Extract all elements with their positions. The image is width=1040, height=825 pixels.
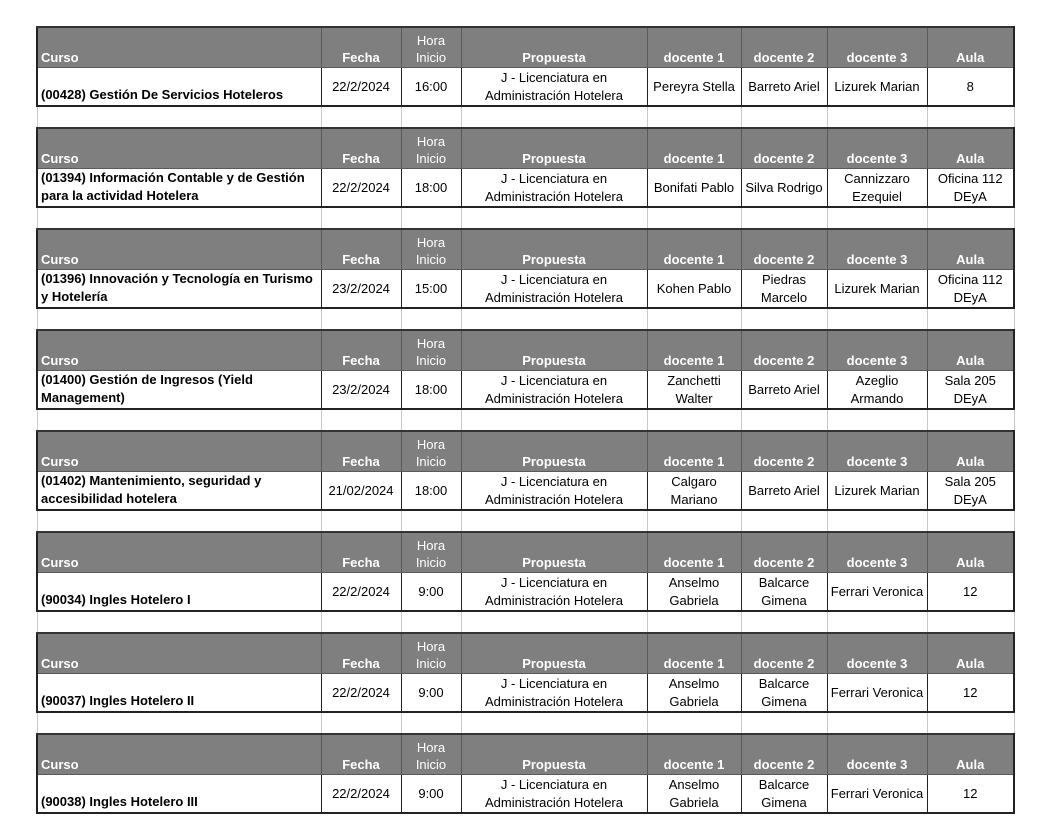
cell-fecha: 23/2/2024 xyxy=(321,270,401,309)
spacer-cell xyxy=(827,106,927,128)
header-hora: Hora Inicio xyxy=(401,229,461,270)
table-row xyxy=(37,472,1014,511)
spacer-cell xyxy=(647,308,741,330)
header-curso: Curso xyxy=(37,330,321,371)
spacer-cell xyxy=(321,510,401,532)
spacer-cell xyxy=(461,510,647,532)
header-row xyxy=(37,633,1014,674)
table-row xyxy=(37,775,1014,814)
spacer-cell xyxy=(927,207,1014,229)
spacer-cell xyxy=(401,106,461,128)
header-docente3: docente 3 xyxy=(827,128,927,169)
cell-docente2: Balcarce Gimena xyxy=(741,775,827,814)
spacer-cell xyxy=(37,611,321,633)
header-fecha: Fecha xyxy=(321,27,401,68)
spacer-cell xyxy=(741,106,827,128)
header-docente1: docente 1 xyxy=(647,734,741,775)
cell-propuesta: J - Licenciatura en Administración Hotelera xyxy=(461,472,647,511)
header-curso: Curso xyxy=(37,128,321,169)
header-docente2: docente 2 xyxy=(741,633,827,674)
spacer-cell xyxy=(927,409,1014,431)
header-curso: Curso xyxy=(37,431,321,472)
cell-curso: (90037) Ingles Hotelero II xyxy=(37,674,321,713)
header-row xyxy=(37,330,1014,371)
header-row xyxy=(37,229,1014,270)
cell-docente1: Pereyra Stella xyxy=(647,68,741,107)
header-docente2: docente 2 xyxy=(741,532,827,573)
spacer-cell xyxy=(741,712,827,734)
spacer-row xyxy=(37,409,1014,431)
cell-curso: (01400) Gestión de Ingresos (Yield Management) xyxy=(37,371,321,410)
header-docente1: docente 1 xyxy=(647,229,741,270)
spacer-cell xyxy=(827,308,927,330)
header-docente3: docente 3 xyxy=(827,330,927,371)
cell-fecha: 22/2/2024 xyxy=(321,573,401,612)
cell-hora: 9:00 xyxy=(401,573,461,612)
spacer-cell xyxy=(321,207,401,229)
header-aula: Aula xyxy=(927,330,1014,371)
spacer-cell xyxy=(321,106,401,128)
header-propuesta: Propuesta xyxy=(461,229,647,270)
cell-fecha: 21/02/2024 xyxy=(321,472,401,511)
header-docente1: docente 1 xyxy=(647,431,741,472)
spacer-row xyxy=(37,611,1014,633)
header-docente2: docente 2 xyxy=(741,734,827,775)
cell-docente1: Anselmo Gabriela xyxy=(647,674,741,713)
header-fecha: Fecha xyxy=(321,734,401,775)
spacer-cell xyxy=(647,207,741,229)
cell-docente3: Lizurek Marian xyxy=(827,270,927,309)
spacer-cell xyxy=(401,308,461,330)
header-aula: Aula xyxy=(927,128,1014,169)
cell-curso: (00428) Gestión De Servicios Hoteleros xyxy=(37,68,321,107)
header-fecha: Fecha xyxy=(321,633,401,674)
spacer-cell xyxy=(927,510,1014,532)
spacer-row xyxy=(37,106,1014,128)
schedule-document xyxy=(36,26,1013,814)
cell-hora: 18:00 xyxy=(401,472,461,511)
cell-docente2: Barreto Ariel xyxy=(741,68,827,107)
spacer-cell xyxy=(321,308,401,330)
spacer-cell xyxy=(927,712,1014,734)
cell-docente1: Bonifati Pablo xyxy=(647,169,741,208)
exam-schedule-table xyxy=(36,26,1015,814)
cell-hora: 18:00 xyxy=(401,371,461,410)
header-row xyxy=(37,431,1014,472)
cell-docente3: Ferrari Veronica xyxy=(827,674,927,713)
header-row xyxy=(37,734,1014,775)
cell-propuesta: J - Licenciatura en Administración Hotelera xyxy=(461,169,647,208)
cell-aula: Sala 205 DEyA xyxy=(927,472,1014,511)
cell-fecha: 22/2/2024 xyxy=(321,68,401,107)
header-aula: Aula xyxy=(927,633,1014,674)
header-fecha: Fecha xyxy=(321,532,401,573)
cell-docente3: Ferrari Veronica xyxy=(827,573,927,612)
cell-propuesta: J - Licenciatura en Administración Hotelera xyxy=(461,775,647,814)
cell-aula: 12 xyxy=(927,775,1014,814)
header-curso: Curso xyxy=(37,532,321,573)
header-aula: Aula xyxy=(927,229,1014,270)
spacer-cell xyxy=(37,106,321,128)
table-row xyxy=(37,169,1014,208)
cell-propuesta: J - Licenciatura en Administración Hotelera xyxy=(461,573,647,612)
spacer-cell xyxy=(927,611,1014,633)
cell-docente3: Ferrari Veronica xyxy=(827,775,927,814)
spacer-cell xyxy=(827,611,927,633)
spacer-cell xyxy=(647,409,741,431)
spacer-cell xyxy=(37,409,321,431)
spacer-cell xyxy=(461,712,647,734)
spacer-cell xyxy=(401,510,461,532)
cell-hora: 9:00 xyxy=(401,674,461,713)
spacer-cell xyxy=(37,712,321,734)
cell-propuesta: J - Licenciatura en Administración Hotelera xyxy=(461,674,647,713)
spacer-cell xyxy=(827,712,927,734)
header-docente2: docente 2 xyxy=(741,330,827,371)
header-docente1: docente 1 xyxy=(647,330,741,371)
cell-aula: 8 xyxy=(927,68,1014,107)
header-docente1: docente 1 xyxy=(647,128,741,169)
header-hora: Hora Inicio xyxy=(401,431,461,472)
cell-aula: Oficina 112 DEyA xyxy=(927,270,1014,309)
cell-fecha: 22/2/2024 xyxy=(321,674,401,713)
header-curso: Curso xyxy=(37,229,321,270)
cell-propuesta: J - Licenciatura en Administración Hotelera xyxy=(461,68,647,107)
spacer-cell xyxy=(461,409,647,431)
spacer-cell xyxy=(647,510,741,532)
cell-docente3: Lizurek Marian xyxy=(827,68,927,107)
spacer-cell xyxy=(401,712,461,734)
header-hora: Hora Inicio xyxy=(401,633,461,674)
header-aula: Aula xyxy=(927,734,1014,775)
spacer-cell xyxy=(927,106,1014,128)
cell-docente1: Calgaro Mariano xyxy=(647,472,741,511)
spacer-row xyxy=(37,712,1014,734)
cell-fecha: 22/2/2024 xyxy=(321,169,401,208)
header-docente2: docente 2 xyxy=(741,128,827,169)
cell-hora: 9:00 xyxy=(401,775,461,814)
spacer-cell xyxy=(827,409,927,431)
cell-fecha: 23/2/2024 xyxy=(321,371,401,410)
cell-docente2: Balcarce Gimena xyxy=(741,674,827,713)
header-propuesta: Propuesta xyxy=(461,27,647,68)
header-curso: Curso xyxy=(37,27,321,68)
spacer-cell xyxy=(461,106,647,128)
header-fecha: Fecha xyxy=(321,229,401,270)
header-hora: Hora Inicio xyxy=(401,27,461,68)
cell-hora: 15:00 xyxy=(401,270,461,309)
cell-hora: 18:00 xyxy=(401,169,461,208)
header-propuesta: Propuesta xyxy=(461,734,647,775)
header-aula: Aula xyxy=(927,532,1014,573)
header-row xyxy=(37,27,1014,68)
cell-curso: (01394) Información Contable y de Gestión para la actividad Hotelera xyxy=(37,169,321,208)
header-propuesta: Propuesta xyxy=(461,532,647,573)
cell-docente2: Barreto Ariel xyxy=(741,371,827,410)
header-propuesta: Propuesta xyxy=(461,128,647,169)
header-fecha: Fecha xyxy=(321,128,401,169)
header-docente3: docente 3 xyxy=(827,431,927,472)
spacer-cell xyxy=(741,510,827,532)
cell-docente2: Barreto Ariel xyxy=(741,472,827,511)
spacer-cell xyxy=(647,611,741,633)
header-aula: Aula xyxy=(927,431,1014,472)
spacer-cell xyxy=(401,611,461,633)
cell-fecha: 22/2/2024 xyxy=(321,775,401,814)
cell-docente1: Zanchetti Walter xyxy=(647,371,741,410)
cell-propuesta: J - Licenciatura en Administración Hotelera xyxy=(461,371,647,410)
header-row xyxy=(37,128,1014,169)
spacer-cell xyxy=(37,207,321,229)
cell-hora: 16:00 xyxy=(401,68,461,107)
cell-curso: (90034) Ingles Hotelero I xyxy=(37,573,321,612)
spacer-cell xyxy=(741,308,827,330)
spacer-row xyxy=(37,510,1014,532)
cell-aula: 12 xyxy=(927,674,1014,713)
spacer-cell xyxy=(927,308,1014,330)
spacer-cell xyxy=(401,409,461,431)
header-docente2: docente 2 xyxy=(741,27,827,68)
spacer-cell xyxy=(741,611,827,633)
cell-propuesta: J - Licenciatura en Administración Hotelera xyxy=(461,270,647,309)
cell-docente2: Balcarce Gimena xyxy=(741,573,827,612)
header-aula: Aula xyxy=(927,27,1014,68)
cell-docente3: Lizurek Marian xyxy=(827,472,927,511)
spacer-cell xyxy=(461,207,647,229)
spacer-cell xyxy=(827,510,927,532)
header-fecha: Fecha xyxy=(321,431,401,472)
cell-docente2: Silva Rodrigo xyxy=(741,169,827,208)
header-propuesta: Propuesta xyxy=(461,330,647,371)
table-row xyxy=(37,270,1014,309)
header-curso: Curso xyxy=(37,734,321,775)
spacer-cell xyxy=(647,106,741,128)
spacer-cell xyxy=(827,207,927,229)
cell-aula: Oficina 112 DEyA xyxy=(927,169,1014,208)
header-docente1: docente 1 xyxy=(647,532,741,573)
cell-aula: 12 xyxy=(927,573,1014,612)
table-row xyxy=(37,674,1014,713)
header-docente1: docente 1 xyxy=(647,633,741,674)
header-row xyxy=(37,532,1014,573)
cell-docente1: Anselmo Gabriela xyxy=(647,573,741,612)
spacer-cell xyxy=(647,712,741,734)
header-hora: Hora Inicio xyxy=(401,532,461,573)
cell-curso: (01402) Mantenimiento, seguridad y accesibilidad hotelera xyxy=(37,472,321,511)
cell-curso: (01396) Innovación y Tecnología en Turismo y Hotelería xyxy=(37,270,321,309)
header-docente2: docente 2 xyxy=(741,229,827,270)
table-row xyxy=(37,573,1014,612)
header-propuesta: Propuesta xyxy=(461,633,647,674)
spacer-cell xyxy=(401,207,461,229)
cell-docente2: Piedras Marcelo xyxy=(741,270,827,309)
spacer-cell xyxy=(321,611,401,633)
cell-aula: Sala 205 DEyA xyxy=(927,371,1014,410)
header-docente3: docente 3 xyxy=(827,532,927,573)
cell-docente3: Azeglio Armando xyxy=(827,371,927,410)
header-hora: Hora Inicio xyxy=(401,128,461,169)
header-docente3: docente 3 xyxy=(827,229,927,270)
table-row xyxy=(37,68,1014,107)
header-docente3: docente 3 xyxy=(827,633,927,674)
spacer-cell xyxy=(461,611,647,633)
cell-docente1: Anselmo Gabriela xyxy=(647,775,741,814)
spacer-cell xyxy=(461,308,647,330)
cell-curso: (90038) Ingles Hotelero III xyxy=(37,775,321,814)
cell-docente3: Cannizzaro Ezequiel xyxy=(827,169,927,208)
spacer-cell xyxy=(741,207,827,229)
spacer-cell xyxy=(37,308,321,330)
spacer-row xyxy=(37,207,1014,229)
header-docente1: docente 1 xyxy=(647,27,741,68)
spacer-cell xyxy=(37,510,321,532)
table-row xyxy=(37,371,1014,410)
header-docente2: docente 2 xyxy=(741,431,827,472)
spacer-cell xyxy=(741,409,827,431)
header-curso: Curso xyxy=(37,633,321,674)
header-hora: Hora Inicio xyxy=(401,330,461,371)
spacer-cell xyxy=(321,409,401,431)
spacer-cell xyxy=(321,712,401,734)
spacer-row xyxy=(37,308,1014,330)
cell-docente1: Kohen Pablo xyxy=(647,270,741,309)
header-docente3: docente 3 xyxy=(827,27,927,68)
header-hora: Hora Inicio xyxy=(401,734,461,775)
header-docente3: docente 3 xyxy=(827,734,927,775)
header-propuesta: Propuesta xyxy=(461,431,647,472)
header-fecha: Fecha xyxy=(321,330,401,371)
